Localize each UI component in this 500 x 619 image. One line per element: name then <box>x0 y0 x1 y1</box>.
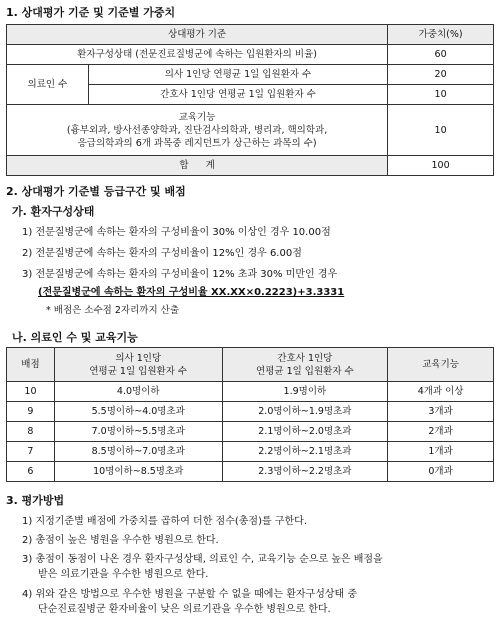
patient-criteria: 환자구성상태 (전문진료질병군에 속하는 입원환자의 비율) <box>7 45 388 65</box>
scores-table <box>6 347 494 482</box>
sub-a-item2: 2) 전문질병군에 속하는 환자의 구성비율이 12%인 경우 6.00점 <box>22 248 302 259</box>
section1-heading: 1. 상대평가 기준 및 기준별 가중치 <box>6 6 176 19</box>
edu-cell: 4개과 이상 <box>388 382 494 402</box>
sub-a-heading: 가. 환자구성상태 <box>12 205 95 218</box>
method-item4-line1: 4) 위와 같은 방법으로 우수한 병원을 구분할 수 없을 때에는 환자구성상태 중 <box>22 589 358 600</box>
total-weight: 100 <box>388 156 494 176</box>
total-label: 합 계 <box>7 156 388 176</box>
score-cell: 7 <box>7 442 55 462</box>
method-item2: 2) 총점이 높은 병원을 우수한 병원으로 한다. <box>22 535 219 546</box>
score-cell: 8 <box>7 422 55 442</box>
weight-header: 가중치(%) <box>388 25 494 45</box>
edu-label: 교육기능 <box>178 111 216 123</box>
doctor-cell: 4.0명이하 <box>54 382 222 402</box>
doctor-cell: 8.5명이하~7.0명초과 <box>54 442 222 462</box>
nurse-cell: 2.1명이하~2.0명초과 <box>222 422 388 442</box>
score-cell: 9 <box>7 402 55 422</box>
doctor-cell: 5.5명이하~4.0명초과 <box>54 402 222 422</box>
criteria-header: 상대평가 기준 <box>7 25 388 45</box>
table-row <box>7 442 494 462</box>
doctor-criteria: 의사 1인당 연평균 1일 입원환자 수 <box>88 65 387 85</box>
edu-desc-line1: (흉부외과, 방사선종양학과, 진단검사의학과, 병리과, 핵의학과, <box>66 124 328 136</box>
nurse-cell: 2.2명이하~2.1명초과 <box>222 442 388 462</box>
doctor-header-line1: 의사 1인당 <box>115 352 162 364</box>
method-item3-line2: 받은 의료기관을 우수한 병원으로 한다. <box>38 569 209 580</box>
nurse-header-line1: 간호사 1인당 <box>277 352 333 364</box>
weights-table <box>6 24 494 176</box>
nurse-header <box>222 348 388 382</box>
section3-heading: 3. 평가방법 <box>6 494 65 507</box>
doctor-cell: 7.0명이하~5.5명초과 <box>54 422 222 442</box>
doctor-header-line2: 연평균 1일 입원환자 수 <box>89 365 188 377</box>
edu-header: 교육기능 <box>388 348 494 382</box>
sub-a-formula: (전문질병군에 속하는 환자의 구성비율 XX.XX×0.2223)+3.3331 <box>38 287 345 298</box>
table-row <box>7 422 494 442</box>
nurse-header-line2: 연평균 1일 입원환자 수 <box>256 365 354 377</box>
nurse-cell: 2.3명이하~2.2명초과 <box>222 462 388 482</box>
section2-heading: 2. 상대평가 기준별 등급구간 및 배점 <box>6 185 186 198</box>
nurse-cell: 1.9명이하 <box>222 382 388 402</box>
method-item1: 1) 지정기준별 배점에 가중치를 곱하여 더한 점수(총점)를 구한다. <box>22 516 307 527</box>
table-row <box>7 402 494 422</box>
edu-cell: 0개과 <box>388 462 494 482</box>
edu-criteria <box>7 105 388 156</box>
doctor-header <box>54 348 222 382</box>
nurse-weight: 10 <box>388 85 494 105</box>
staff-criteria: 의료인 수 <box>7 65 89 105</box>
sub-b-heading: 나. 의료인 수 및 교육기능 <box>12 331 138 344</box>
score-header: 배점 <box>7 348 55 382</box>
edu-desc-line2: 응급의학과의 6개 과목중 레지던트가 상근하는 과목의 수) <box>77 137 317 149</box>
edu-cell: 2개과 <box>388 422 494 442</box>
sub-a-item3: 3) 전문질병군에 속하는 환자의 구성비율이 12% 초과 30% 미만인 경우 <box>22 269 338 280</box>
score-cell: 6 <box>7 462 55 482</box>
sub-a-note: * 배점은 소수점 2자리까지 산출 <box>46 305 179 316</box>
edu-weight: 10 <box>388 105 494 156</box>
score-cell: 10 <box>7 382 55 402</box>
method-item3-line1: 3) 총점이 동점이 나온 경우 환자구성상태, 의료인 수, 교육기능 순으로 높은 배점을 <box>22 554 383 565</box>
table-row <box>7 382 494 402</box>
doctor-weight: 20 <box>388 65 494 85</box>
edu-cell: 3개과 <box>388 402 494 422</box>
nurse-criteria: 간호사 1인당 연평균 1일 입원환자 수 <box>88 85 387 105</box>
sub-a-item1: 1) 전문질병군에 속하는 환자의 구성비율이 30% 이상인 경우 10.00점 <box>22 227 331 238</box>
method-item4-line2: 단순진료질병군 환자비율이 낮은 의료기관을 우수한 병원으로 한다. <box>38 604 331 615</box>
patient-weight: 60 <box>388 45 494 65</box>
edu-cell: 1개과 <box>388 442 494 462</box>
nurse-cell: 2.0명이하~1.9명초과 <box>222 402 388 422</box>
doctor-cell: 10명이하~8.5명초과 <box>54 462 222 482</box>
table-row <box>7 462 494 482</box>
